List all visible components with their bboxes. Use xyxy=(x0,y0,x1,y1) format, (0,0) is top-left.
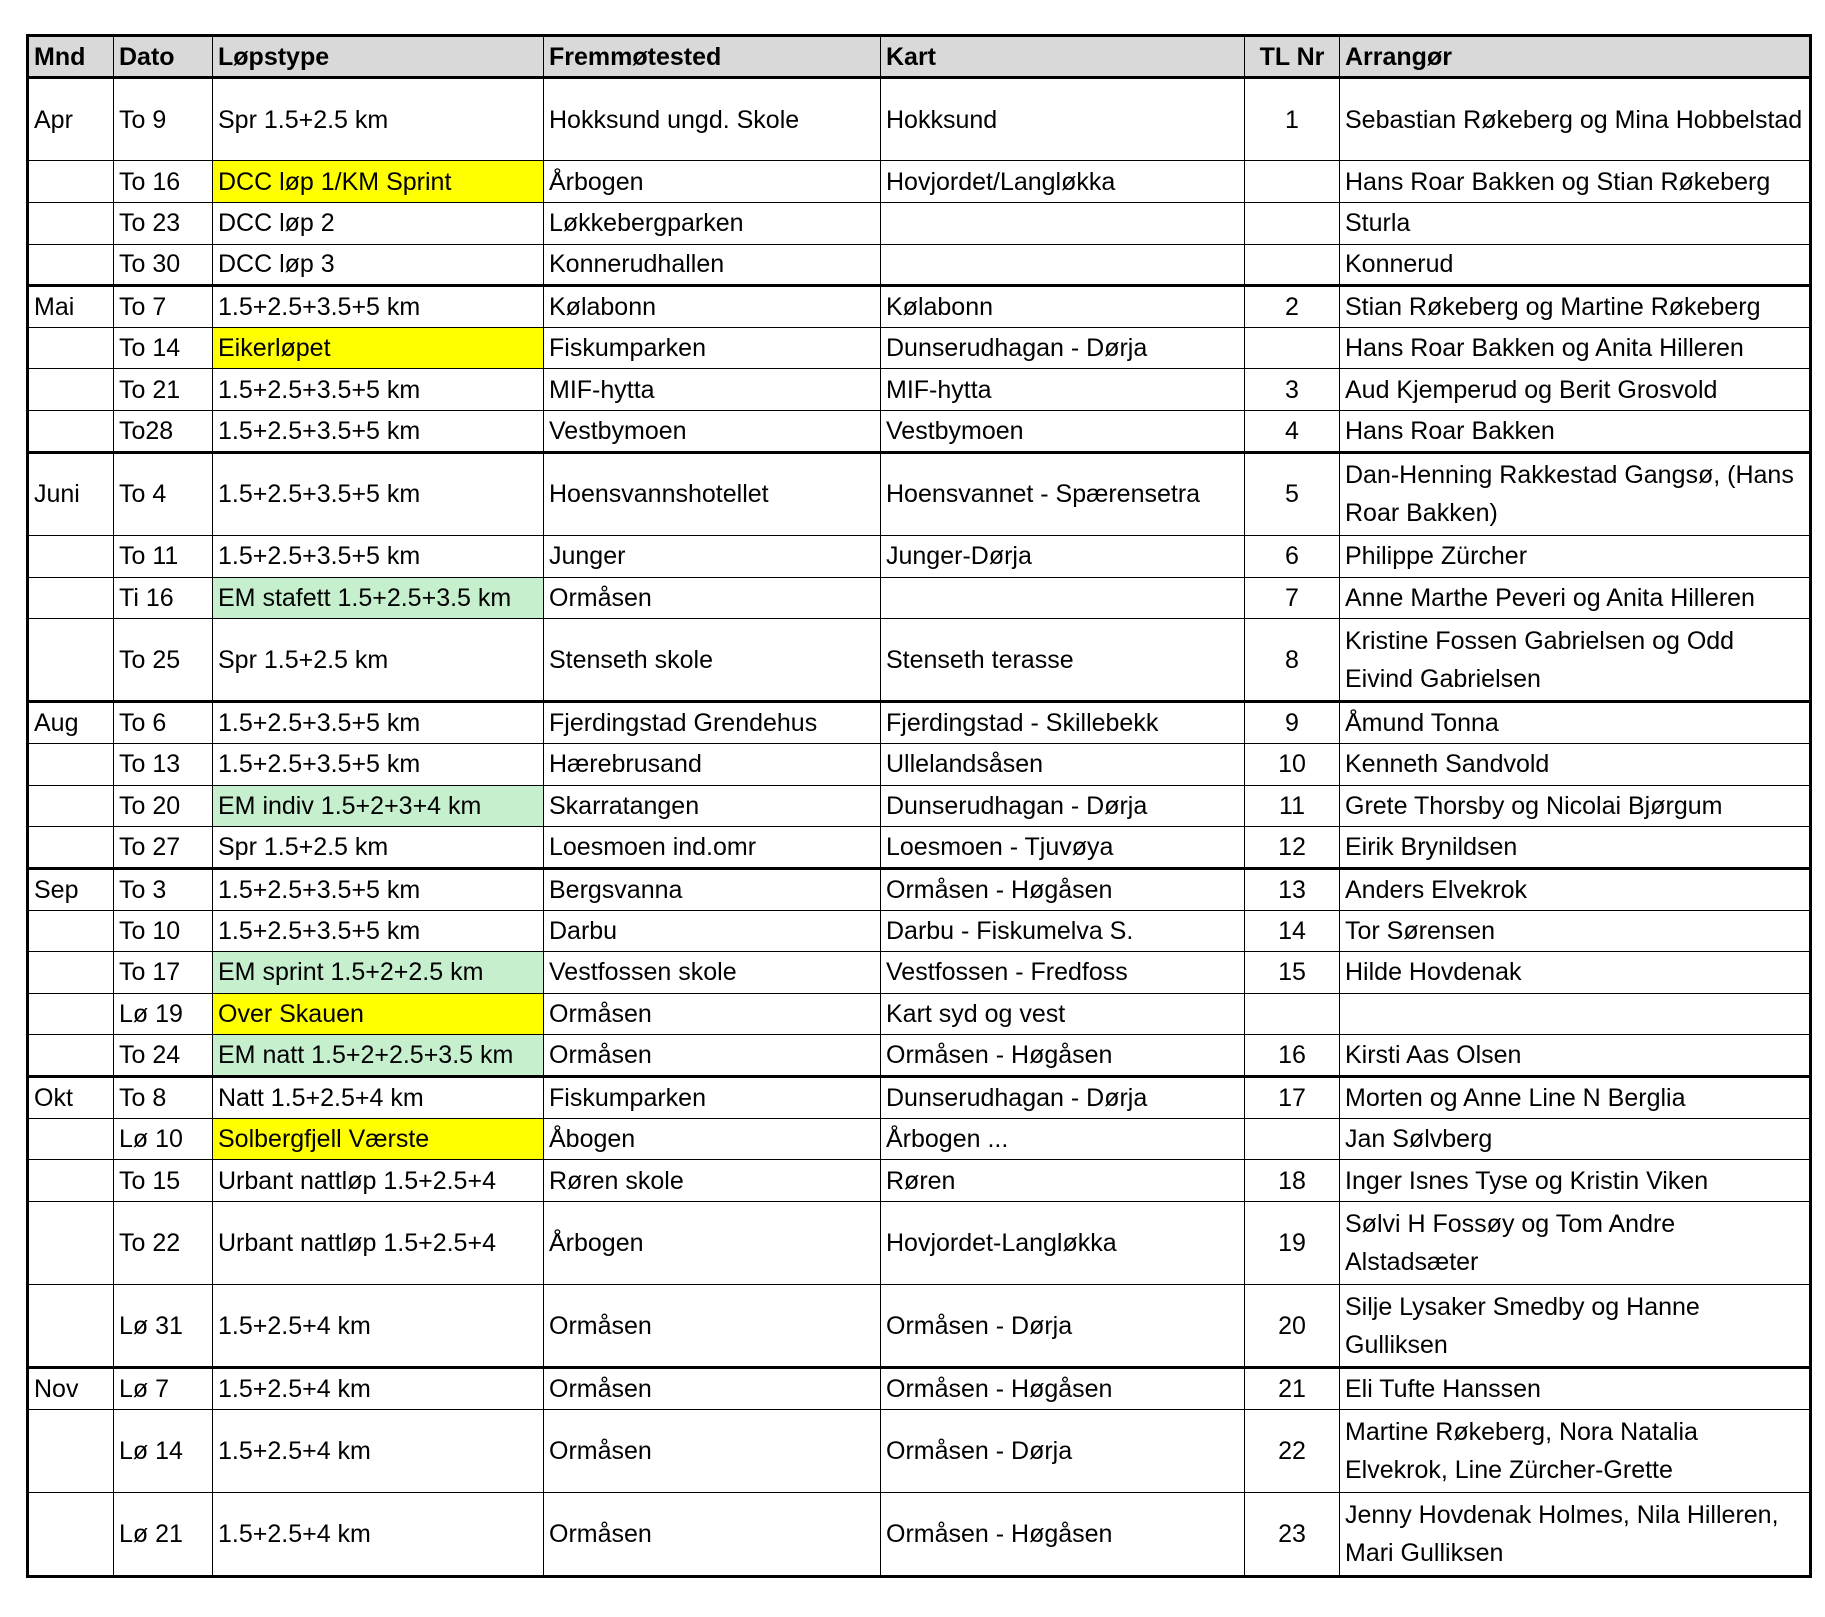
cell-dato: To 8 xyxy=(114,1077,213,1119)
table-header xyxy=(28,36,1811,78)
cell-dato: To 23 xyxy=(114,202,213,244)
cell-dato: Lø 31 xyxy=(114,1285,213,1368)
cell-mnd xyxy=(28,244,114,286)
cell-mnd xyxy=(28,1285,114,1368)
cell-kart: Røren xyxy=(881,1160,1245,1202)
cell-kart: Hovjordet/Langløkka xyxy=(881,161,1245,203)
cell-kart: Ormåsen - Høgåsen xyxy=(881,868,1245,910)
cell-fremmotested: Løkkebergparken xyxy=(544,202,881,244)
cell-fremmotested: Junger xyxy=(544,535,881,577)
cell-dato: To28 xyxy=(114,411,213,453)
cell-arrangor: Hilde Hovdenak xyxy=(1340,952,1811,994)
cell-arrangor xyxy=(1340,993,1811,1035)
cell-lopstype: 1.5+2.5+3.5+5 km xyxy=(213,744,544,786)
cell-tl-nr: 8 xyxy=(1245,619,1340,702)
cell-mnd: Okt xyxy=(28,1077,114,1119)
cell-lopstype: 1.5+2.5+4 km xyxy=(213,1410,544,1493)
cell-fremmotested: Ormåsen xyxy=(544,1368,881,1410)
cell-arrangor: Sølvi H Fossøy og Tom Andre Alstadsæter xyxy=(1340,1201,1811,1284)
col-header-tl-nr: TL Nr xyxy=(1245,36,1340,78)
cell-dato: To 25 xyxy=(114,619,213,702)
cell-mnd xyxy=(28,535,114,577)
cell-kart: Ormåsen - Dørja xyxy=(881,1285,1245,1368)
cell-lopstype: Urbant nattløp 1.5+2.5+4 xyxy=(213,1201,544,1284)
cell-fremmotested: Ormåsen xyxy=(544,1285,881,1368)
cell-tl-nr: 15 xyxy=(1245,952,1340,994)
cell-lopstype: EM natt 1.5+2+2.5+3.5 km xyxy=(213,1035,544,1077)
cell-mnd xyxy=(28,161,114,203)
cell-arrangor: Jenny Hovdenak Holmes, Nila Hilleren, Mari Gulliksen xyxy=(1340,1493,1811,1577)
cell-mnd xyxy=(28,619,114,702)
cell-arrangor: Hans Roar Bakken og Stian Røkeberg xyxy=(1340,161,1811,203)
cell-kart: Kølabonn xyxy=(881,286,1245,328)
table-row xyxy=(28,1493,1811,1577)
cell-arrangor: Jan Sølvberg xyxy=(1340,1118,1811,1160)
cell-arrangor: Tor Sørensen xyxy=(1340,910,1811,952)
cell-arrangor: Åmund Tonna xyxy=(1340,702,1811,744)
cell-mnd xyxy=(28,993,114,1035)
cell-dato: To 21 xyxy=(114,369,213,411)
cell-kart: Dunserudhagan - Dørja xyxy=(881,1077,1245,1119)
cell-kart: Vestfossen - Fredfoss xyxy=(881,952,1245,994)
cell-tl-nr: 3 xyxy=(1245,369,1340,411)
cell-fremmotested: Fiskumparken xyxy=(544,1077,881,1119)
cell-fremmotested: Ormåsen xyxy=(544,1410,881,1493)
cell-tl-nr: 17 xyxy=(1245,1077,1340,1119)
cell-kart: Dunserudhagan - Dørja xyxy=(881,785,1245,827)
cell-lopstype: EM sprint 1.5+2+2.5 km xyxy=(213,952,544,994)
table-row xyxy=(28,827,1811,869)
cell-fremmotested: Bergsvanna xyxy=(544,868,881,910)
cell-kart: Hoensvannet - Spærensetra xyxy=(881,452,1245,535)
cell-mnd xyxy=(28,1410,114,1493)
cell-kart xyxy=(881,202,1245,244)
col-header-dato: Dato xyxy=(114,36,213,78)
table-row xyxy=(28,1368,1811,1410)
table-row xyxy=(28,1160,1811,1202)
cell-arrangor: Kirsti Aas Olsen xyxy=(1340,1035,1811,1077)
cell-tl-nr: 11 xyxy=(1245,785,1340,827)
table-row xyxy=(28,161,1811,203)
cell-dato: Lø 10 xyxy=(114,1118,213,1160)
table-row xyxy=(28,1410,1811,1493)
cell-mnd: Nov xyxy=(28,1368,114,1410)
cell-arrangor: Hans Roar Bakken og Anita Hilleren xyxy=(1340,327,1811,369)
cell-dato: Lø 14 xyxy=(114,1410,213,1493)
cell-fremmotested: Vestbymoen xyxy=(544,411,881,453)
cell-kart xyxy=(881,577,1245,619)
cell-arrangor: Martine Røkeberg, Nora Natalia Elvekrok, Line Zürcher-Grette xyxy=(1340,1410,1811,1493)
cell-lopstype: 1.5+2.5+3.5+5 km xyxy=(213,910,544,952)
table-row xyxy=(28,1035,1811,1077)
cell-kart: Dunserudhagan - Dørja xyxy=(881,327,1245,369)
table-row xyxy=(28,868,1811,910)
cell-tl-nr xyxy=(1245,327,1340,369)
table-row xyxy=(28,1285,1811,1368)
cell-kart: Ullelandsåsen xyxy=(881,744,1245,786)
cell-lopstype: DCC løp 3 xyxy=(213,244,544,286)
cell-tl-nr: 19 xyxy=(1245,1201,1340,1284)
schedule-table xyxy=(26,34,1812,1578)
cell-lopstype: Spr 1.5+2.5 km xyxy=(213,827,544,869)
cell-fremmotested: Ormåsen xyxy=(544,577,881,619)
cell-fremmotested: Hærebrusand xyxy=(544,744,881,786)
cell-lopstype: 1.5+2.5+3.5+5 km xyxy=(213,286,544,328)
table-row xyxy=(28,702,1811,744)
cell-lopstype: DCC løp 1/KM Sprint xyxy=(213,161,544,203)
cell-fremmotested: Åbogen xyxy=(544,1118,881,1160)
cell-arrangor: Eirik Brynildsen xyxy=(1340,827,1811,869)
cell-kart: Ormåsen - Høgåsen xyxy=(881,1493,1245,1577)
col-header-arrangor: Arrangør xyxy=(1340,36,1811,78)
cell-mnd xyxy=(28,744,114,786)
table-row xyxy=(28,327,1811,369)
cell-arrangor: Hans Roar Bakken xyxy=(1340,411,1811,453)
cell-tl-nr: 22 xyxy=(1245,1410,1340,1493)
table-row xyxy=(28,952,1811,994)
table-row xyxy=(28,78,1811,161)
cell-dato: To 4 xyxy=(114,452,213,535)
col-header-kart: Kart xyxy=(881,36,1245,78)
cell-arrangor: Kenneth Sandvold xyxy=(1340,744,1811,786)
cell-kart: Ormåsen - Høgåsen xyxy=(881,1035,1245,1077)
cell-kart: Vestbymoen xyxy=(881,411,1245,453)
table-row xyxy=(28,577,1811,619)
cell-dato: To 20 xyxy=(114,785,213,827)
cell-fremmotested: Ormåsen xyxy=(544,1035,881,1077)
cell-arrangor: Kristine Fossen Gabrielsen og Odd Eivind Gabrielsen xyxy=(1340,619,1811,702)
header-row xyxy=(28,36,1811,78)
cell-kart: Darbu - Fiskumelva S. xyxy=(881,910,1245,952)
cell-lopstype: 1.5+2.5+3.5+5 km xyxy=(213,535,544,577)
table-row xyxy=(28,619,1811,702)
cell-fremmotested: Fiskumparken xyxy=(544,327,881,369)
cell-arrangor: Sebastian Røkeberg og Mina Hobbelstad xyxy=(1340,78,1811,161)
cell-arrangor: Morten og Anne Line N Berglia xyxy=(1340,1077,1811,1119)
cell-mnd xyxy=(28,952,114,994)
cell-mnd xyxy=(28,202,114,244)
cell-tl-nr: 6 xyxy=(1245,535,1340,577)
cell-mnd xyxy=(28,577,114,619)
cell-lopstype: DCC løp 2 xyxy=(213,202,544,244)
cell-kart: Hokksund xyxy=(881,78,1245,161)
cell-tl-nr: 9 xyxy=(1245,702,1340,744)
cell-mnd: Mai xyxy=(28,286,114,328)
cell-dato: Lø 19 xyxy=(114,993,213,1035)
col-header-fremmotested: Fremmøtested xyxy=(544,36,881,78)
cell-lopstype: 1.5+2.5+4 km xyxy=(213,1368,544,1410)
cell-kart: Junger-Dørja xyxy=(881,535,1245,577)
cell-lopstype: Solbergfjell Værste xyxy=(213,1118,544,1160)
cell-fremmotested: Ormåsen xyxy=(544,993,881,1035)
cell-arrangor: Inger Isnes Tyse og Kristin Viken xyxy=(1340,1160,1811,1202)
cell-arrangor: Grete Thorsby og Nicolai Bjørgum xyxy=(1340,785,1811,827)
cell-tl-nr: 5 xyxy=(1245,452,1340,535)
cell-fremmotested: Vestfossen skole xyxy=(544,952,881,994)
table-row xyxy=(28,202,1811,244)
cell-tl-nr: 20 xyxy=(1245,1285,1340,1368)
cell-tl-nr: 2 xyxy=(1245,286,1340,328)
cell-mnd: Apr xyxy=(28,78,114,161)
cell-arrangor: Aud Kjemperud og Berit Grosvold xyxy=(1340,369,1811,411)
cell-dato: To 9 xyxy=(114,78,213,161)
table-row xyxy=(28,993,1811,1035)
table-row xyxy=(28,411,1811,453)
table-row xyxy=(28,286,1811,328)
cell-tl-nr: 12 xyxy=(1245,827,1340,869)
cell-kart: Kart syd og vest xyxy=(881,993,1245,1035)
cell-lopstype: 1.5+2.5+3.5+5 km xyxy=(213,702,544,744)
cell-mnd: Juni xyxy=(28,452,114,535)
col-header-mnd: Mnd xyxy=(28,36,114,78)
cell-dato: To 15 xyxy=(114,1160,213,1202)
cell-dato: To 10 xyxy=(114,910,213,952)
cell-kart: Fjerdingstad - Skillebekk xyxy=(881,702,1245,744)
cell-fremmotested: Hoensvannshotellet xyxy=(544,452,881,535)
cell-mnd: Sep xyxy=(28,868,114,910)
cell-mnd xyxy=(28,1035,114,1077)
cell-kart: Ormåsen - Høgåsen xyxy=(881,1368,1245,1410)
cell-mnd xyxy=(28,1201,114,1284)
cell-dato: To 30 xyxy=(114,244,213,286)
cell-lopstype: 1.5+2.5+3.5+5 km xyxy=(213,452,544,535)
cell-tl-nr: 10 xyxy=(1245,744,1340,786)
cell-kart: Årbogen ... xyxy=(881,1118,1245,1160)
cell-arrangor: Eli Tufte Hanssen xyxy=(1340,1368,1811,1410)
cell-mnd xyxy=(28,1493,114,1577)
table-row xyxy=(28,910,1811,952)
cell-mnd xyxy=(28,785,114,827)
cell-fremmotested: Fjerdingstad Grendehus xyxy=(544,702,881,744)
cell-lopstype: 1.5+2.5+4 km xyxy=(213,1493,544,1577)
table-row xyxy=(28,1118,1811,1160)
cell-lopstype: 1.5+2.5+4 km xyxy=(213,1285,544,1368)
table-body xyxy=(28,78,1811,1577)
cell-tl-nr: 4 xyxy=(1245,411,1340,453)
table-row xyxy=(28,1201,1811,1284)
cell-fremmotested: Ormåsen xyxy=(544,1493,881,1577)
cell-dato: Lø 21 xyxy=(114,1493,213,1577)
table-row xyxy=(28,244,1811,286)
cell-mnd xyxy=(28,1118,114,1160)
cell-kart: Stenseth terasse xyxy=(881,619,1245,702)
cell-lopstype: EM stafett 1.5+2.5+3.5 km xyxy=(213,577,544,619)
cell-dato: To 16 xyxy=(114,161,213,203)
cell-tl-nr xyxy=(1245,1118,1340,1160)
cell-mnd xyxy=(28,327,114,369)
cell-kart: Loesmoen - Tjuvøya xyxy=(881,827,1245,869)
cell-arrangor: Dan-Henning Rakkestad Gangsø, (Hans Roar Bakken) xyxy=(1340,452,1811,535)
table-row xyxy=(28,369,1811,411)
cell-fremmotested: Røren skole xyxy=(544,1160,881,1202)
cell-lopstype: Natt 1.5+2.5+4 km xyxy=(213,1077,544,1119)
cell-dato: Lø 7 xyxy=(114,1368,213,1410)
cell-fremmotested: Darbu xyxy=(544,910,881,952)
cell-dato: To 14 xyxy=(114,327,213,369)
cell-dato: Ti 16 xyxy=(114,577,213,619)
cell-dato: To 24 xyxy=(114,1035,213,1077)
cell-tl-nr: 16 xyxy=(1245,1035,1340,1077)
cell-tl-nr: 1 xyxy=(1245,78,1340,161)
cell-fremmotested: MIF-hytta xyxy=(544,369,881,411)
cell-fremmotested: Konnerudhallen xyxy=(544,244,881,286)
cell-tl-nr: 18 xyxy=(1245,1160,1340,1202)
cell-lopstype: 1.5+2.5+3.5+5 km xyxy=(213,868,544,910)
cell-kart: MIF-hytta xyxy=(881,369,1245,411)
cell-arrangor: Anders Elvekrok xyxy=(1340,868,1811,910)
cell-tl-nr xyxy=(1245,161,1340,203)
cell-arrangor: Philippe Zürcher xyxy=(1340,535,1811,577)
cell-lopstype: EM indiv 1.5+2+3+4 km xyxy=(213,785,544,827)
cell-arrangor: Konnerud xyxy=(1340,244,1811,286)
cell-mnd: Aug xyxy=(28,702,114,744)
cell-fremmotested: Skarratangen xyxy=(544,785,881,827)
col-header-lopstype: Løpstype xyxy=(213,36,544,78)
table-row xyxy=(28,535,1811,577)
cell-dato: To 11 xyxy=(114,535,213,577)
table-row xyxy=(28,1077,1811,1119)
cell-dato: To 17 xyxy=(114,952,213,994)
cell-dato: To 13 xyxy=(114,744,213,786)
table-row xyxy=(28,452,1811,535)
cell-tl-nr xyxy=(1245,202,1340,244)
cell-fremmotested: Hokksund ungd. Skole xyxy=(544,78,881,161)
cell-lopstype: Spr 1.5+2.5 km xyxy=(213,78,544,161)
cell-dato: To 3 xyxy=(114,868,213,910)
cell-lopstype: Urbant nattløp 1.5+2.5+4 xyxy=(213,1160,544,1202)
cell-tl-nr: 13 xyxy=(1245,868,1340,910)
cell-fremmotested: Kølabonn xyxy=(544,286,881,328)
cell-lopstype: Spr 1.5+2.5 km xyxy=(213,619,544,702)
cell-tl-nr: 14 xyxy=(1245,910,1340,952)
cell-dato: To 6 xyxy=(114,702,213,744)
cell-lopstype: Over Skauen xyxy=(213,993,544,1035)
cell-tl-nr xyxy=(1245,993,1340,1035)
cell-lopstype: Eikerløpet xyxy=(213,327,544,369)
cell-dato: To 7 xyxy=(114,286,213,328)
cell-dato: To 27 xyxy=(114,827,213,869)
cell-kart: Hovjordet-Langløkka xyxy=(881,1201,1245,1284)
cell-arrangor: Anne Marthe Peveri og Anita Hilleren xyxy=(1340,577,1811,619)
cell-tl-nr: 23 xyxy=(1245,1493,1340,1577)
cell-arrangor: Sturla xyxy=(1340,202,1811,244)
cell-fremmotested: Stenseth skole xyxy=(544,619,881,702)
cell-kart: Ormåsen - Dørja xyxy=(881,1410,1245,1493)
cell-tl-nr: 21 xyxy=(1245,1368,1340,1410)
cell-dato: To 22 xyxy=(114,1201,213,1284)
cell-mnd xyxy=(28,1160,114,1202)
cell-arrangor: Stian Røkeberg og Martine Røkeberg xyxy=(1340,286,1811,328)
cell-lopstype: 1.5+2.5+3.5+5 km xyxy=(213,411,544,453)
cell-fremmotested: Loesmoen ind.omr xyxy=(544,827,881,869)
cell-mnd xyxy=(28,910,114,952)
cell-fremmotested: Årbogen xyxy=(544,161,881,203)
table-row xyxy=(28,785,1811,827)
cell-mnd xyxy=(28,827,114,869)
table-row xyxy=(28,744,1811,786)
cell-tl-nr xyxy=(1245,244,1340,286)
cell-mnd xyxy=(28,411,114,453)
cell-arrangor: Silje Lysaker Smedby og Hanne Gulliksen xyxy=(1340,1285,1811,1368)
cell-mnd xyxy=(28,369,114,411)
cell-kart xyxy=(881,244,1245,286)
cell-tl-nr: 7 xyxy=(1245,577,1340,619)
cell-fremmotested: Årbogen xyxy=(544,1201,881,1284)
cell-lopstype: 1.5+2.5+3.5+5 km xyxy=(213,369,544,411)
